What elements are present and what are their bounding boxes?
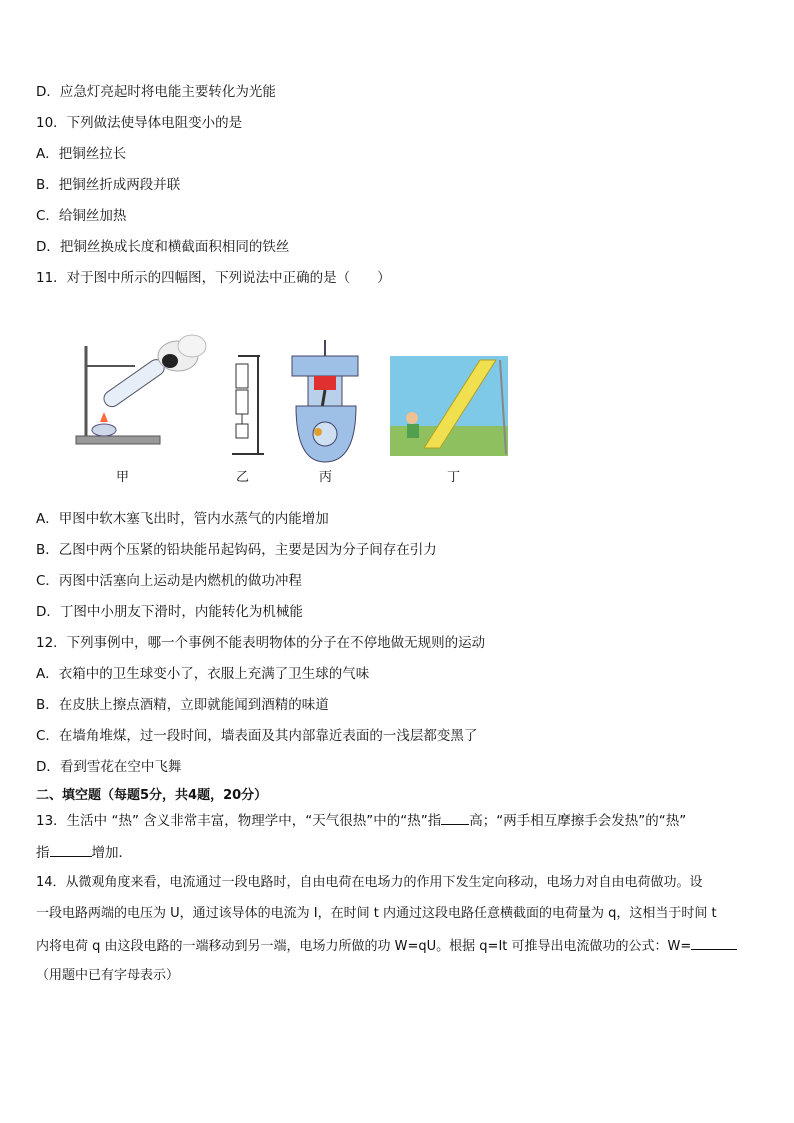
figure-bing-engine	[292, 340, 358, 462]
q12-option-c: C．在墙角堆煤，过一段时间，墙表面及其内部靠近表面的一浅层都变黑了	[36, 728, 478, 744]
q13-text-d: 增加．	[91, 845, 132, 861]
q12-stem: 12．下列事例中，哪一个事例不能表明物体的分子在不停地做无规则的运动	[36, 635, 486, 651]
q13-blank-2[interactable]	[50, 842, 92, 857]
q13-text-b: 高；“两手相互摩擦手会发热”的“热”	[469, 813, 687, 829]
q11-option-d: D．丁图中小朋友下滑时，内能转化为机械能	[36, 604, 303, 620]
q13-line2	[36, 842, 132, 863]
q10-option-d: D．把铜丝换成长度和横截面积相同的铁丝	[36, 239, 290, 255]
caption-jia: 甲	[116, 470, 130, 485]
q14-line3	[36, 935, 737, 957]
q11-option-c: C．丙图中活塞向上运动是内燃机的做功冲程	[36, 573, 302, 589]
q11-stem: 11．对于图中所示的四幅图，下列说法中正确的是（ ）	[36, 270, 391, 286]
q10-option-a: A．把铜丝拉长	[36, 146, 127, 162]
q13-text-c: 指	[36, 845, 50, 861]
q9-option-d: D．应急灯亮起时将电能主要转化为光能	[36, 84, 276, 100]
section-title-fill-blank: 二、填空题（每题5分，共4题，20分）	[36, 788, 268, 803]
q14-blank[interactable]	[691, 935, 737, 950]
q11-figures	[60, 326, 520, 486]
q14-text: 内将电荷 q 由这段电路的一端移动到另一端，电场力所做的功 W=qU。根据 q=It 可推导出电流做功的公式：W=	[36, 939, 692, 954]
q11-option-a: A．甲图中软木塞飞出时，管内水蒸气的内能增加	[36, 511, 329, 527]
q12-option-a: A．衣箱中的卫生球变小了，衣服上充满了卫生球的气味	[36, 666, 370, 682]
q13-blank-1[interactable]	[441, 810, 469, 825]
figure-yi-lead-blocks	[232, 356, 264, 454]
q13-line1	[36, 810, 686, 831]
caption-ding: 丁	[447, 470, 461, 485]
q10-option-b: B．把铜丝折成两段并联	[36, 177, 181, 193]
q14-line2: 一段电路两端的电压为 U，通过该导体的电流为 I，在时间 t 内通过这段电路任意横截面的电荷量为 q，这相当于时间 t	[36, 906, 717, 921]
q13-text-a: 13．生活中 “热” 含义非常丰富，物理学中，“天气很热”中的“热”指	[36, 813, 442, 829]
q12-option-b: B．在皮肤上擦点酒精，立即就能闻到酒精的味道	[36, 697, 329, 713]
q14-line1: 14．从微观角度来看，电流通过一段电路时，自由电荷在电场力的作用下发生定向移动，电场力对自由电荷做功。设	[36, 875, 703, 890]
caption-bing: 丙	[319, 470, 333, 485]
q14-line4: （用题中已有字母表示）	[36, 968, 180, 983]
q10-stem: 10．下列做法使导体电阻变小的是	[36, 115, 243, 131]
figure-jia-test-tube	[76, 335, 206, 444]
q11-option-b: B．乙图中两个压紧的铅块能吊起钩码，主要是因为分子间存在引力	[36, 542, 437, 558]
q12-option-d: D．看到雪花在空中飞舞	[36, 759, 182, 775]
figure-ding-slide	[390, 356, 508, 456]
q10-option-c: C．给铜丝加热	[36, 208, 127, 224]
caption-yi: 乙	[236, 470, 250, 485]
